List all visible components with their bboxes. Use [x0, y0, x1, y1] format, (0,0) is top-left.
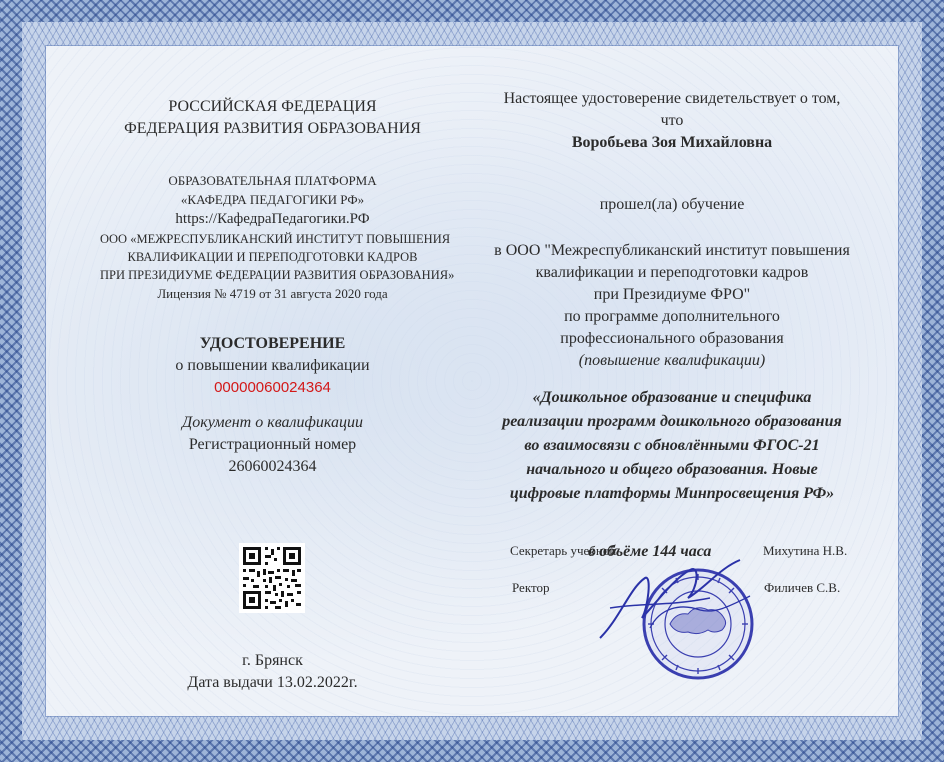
platform-url: https://КафедраПедагогики.РФ	[175, 211, 370, 227]
document-number: 00000060024364	[214, 379, 331, 396]
registration-label: Регистрационный номер	[188, 436, 357, 453]
course-volume: в объёме 144 часа	[588, 543, 712, 560]
org-line-2: квалификации и переподготовки кадров	[535, 264, 809, 281]
intro-line-1: Настоящее удостоверение свидетельствует о том,	[503, 90, 841, 107]
course-line-4: начального и общего образования. Новые	[526, 461, 818, 478]
course-line-5: цифровые платформы Минпросвещения РФ»	[509, 485, 835, 502]
person-name: Воробьева Зоя Михайловна	[571, 134, 773, 151]
handwritten-signature-icon	[590, 548, 760, 653]
institute-line-3: ПРИ ПРЕЗИДИУМЕ ФЕДЕРАЦИИ РАЗВИТИЯ ОБРАЗОВАНИЯ»	[100, 268, 455, 282]
institute-line-1: ООО «МЕЖРЕСПУБЛИКАНСКИЙ ИНСТИТУТ ПОВЫШЕНИЯ	[100, 232, 451, 246]
issue-block	[100, 650, 445, 694]
license-info: Лицензия № 4719 от 31 августа 2020 года	[157, 286, 388, 301]
program-line-1: по программе дополнительного	[564, 308, 780, 325]
left-column	[100, 96, 455, 478]
country-name: РОССИЙСКАЯ ФЕДЕРАЦИЯ	[168, 98, 377, 115]
institute-line-2: КВАЛИФИКАЦИИ И ПЕРЕПОДГОТОВКИ КАДРОВ	[127, 250, 418, 264]
rector-name: Филичев С.В.	[764, 580, 841, 595]
program-kind: (повышение квалификации)	[578, 352, 766, 369]
secretary-role: Секретарь учебной	[510, 543, 617, 558]
city: г. Брянск	[242, 652, 303, 669]
program-line-2: профессионального образования	[560, 330, 784, 347]
document-kind: Документ о квалификации	[182, 414, 363, 431]
org-line-3: при Президиуме ФРО"	[593, 286, 751, 303]
qr-code-icon	[239, 543, 305, 613]
document-title: УДОСТОВЕРЕНИЕ	[199, 335, 346, 352]
issue-date: Дата выдачи 13.02.2022г.	[187, 674, 358, 691]
passed-training: прошел(ла) обучение	[599, 196, 745, 213]
course-line-2: реализации программ дошкольного образования	[502, 413, 842, 430]
course-line-1: «Дошкольное образование и специфика	[532, 389, 812, 406]
right-column	[472, 88, 872, 506]
platform-line-1: ОБРАЗОВАТЕЛЬНАЯ ПЛАТФОРМА	[168, 173, 377, 188]
org-line-1: в ООО "Межреспубликанский институт повышения	[494, 242, 850, 259]
federation-name: ФЕДЕРАЦИЯ РАЗВИТИЯ ОБРАЗОВАНИЯ	[124, 120, 421, 137]
intro-line-2: что	[660, 112, 684, 129]
rector-role: Ректор	[512, 580, 550, 595]
secretary-name: Михутина Н.В.	[763, 543, 848, 558]
course-line-3: во взаимосвязи с обновлёнными ФГОС-21	[524, 437, 820, 454]
document-subtitle: о повышении квалификации	[175, 357, 370, 374]
registration-number: 26060024364	[228, 458, 317, 475]
platform-line-2: «КАФЕДРА ПЕДАГОГИКИ РФ»	[180, 192, 365, 207]
